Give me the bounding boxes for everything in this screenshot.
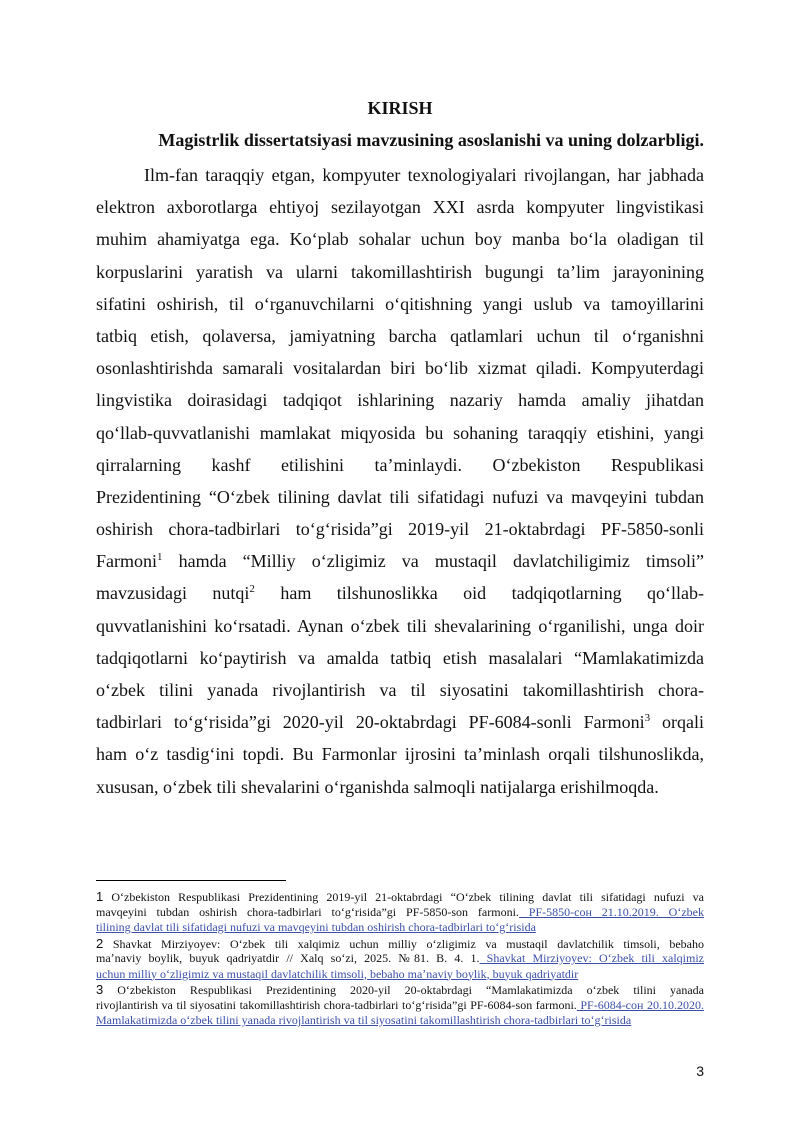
body-line: osonlashtirishda samarali vositalardan biri boʻlib xizmat qiladi. Kompyuterdagi (96, 358, 704, 379)
footnote-number: 3 (96, 982, 104, 997)
footnote-link[interactable]: PF-6084-сон 20.10.2020. (576, 997, 705, 1012)
footnote-line (96, 998, 704, 1014)
footnote-number: 1 (96, 889, 104, 904)
footnote-link[interactable]: PF-5850-сон 21.10.2019. Oʻzbek (518, 904, 704, 919)
body-line: oʻzbek tilini yanada rivojlantirish va til siyosatini takomillashtirish chora- (96, 680, 704, 700)
footnote-ref-2[interactable]: 2 (249, 583, 255, 596)
footnote-link[interactable]: uchun milliy oʻzligimiz va mustaqil davlatchilik timsoli, bebaho maʼnaviy boylik, buyuk qadriyatdir (96, 966, 579, 981)
body-line (96, 577, 704, 609)
body-line (96, 706, 704, 738)
body-line (96, 545, 704, 577)
body-line: tadqiqotlarni koʻpaytirish va amalda tatbiq etish masalalari “Mamlakatimizda (96, 647, 704, 668)
footnote-text: rivojlantirish va til siyosatini takomillashtirish chora-tadbirlari toʻgʻrisida”gi PF-6084-son farmoni. (96, 997, 577, 1012)
body-text-fragment: tadbirlari toʻgʻrisida”gi 2020-yil 20-oktabrdagi PF-6084-sonli Farmoni (96, 712, 645, 733)
footnote-link[interactable]: tilining davlat tili sifatidagi nufuzi va mavqeyini tubdan oshirish chora-tadbirlari toʻgʻrisida (96, 920, 536, 934)
body-text-fragment: Farmoni (96, 551, 157, 572)
footnote-separator (96, 880, 286, 881)
body-line: Ilm-fan taraqqiy etgan, kompyuter texnologiyalari rivojlangan, har jabhada (144, 165, 704, 185)
body-text-fragment: ham tilshunoslikka oid tadqiqotlarning qoʻllab- (254, 583, 704, 604)
body-line: elektron axborotlarga ehtiyoj sezilayotgan XXI asrda kompyuter lingvistikasi (96, 197, 704, 218)
footnote-line (96, 982, 704, 998)
body-line: sifatini oshirish, til oʻrganuvchilarni oʻqitishning yangi uslub va tamoyillarini (96, 293, 704, 314)
footnote-line (96, 951, 704, 967)
body-line: muhim ahamiyatga ega. Koʻplab sohalar uchun boy manba boʻla oladigan til (96, 229, 704, 250)
footnote-2 (96, 936, 704, 983)
footnote-line (96, 905, 704, 921)
body-line: lingvistika doirasidagi tadqiqot ishlarining nazariy hamda amaliy jihatdan (96, 390, 704, 411)
page-number: 3 (696, 1063, 704, 1079)
body-text-fragment: mavzusidagi nutqi (96, 583, 250, 604)
footnote-link[interactable]: Mamlakatimizda oʻzbek tilini yanada rivojlantirish va til siyosatini takomillashtirish chora-tadbirlari toʻgʻrisida (96, 1013, 632, 1027)
footnote-line (96, 1013, 704, 1029)
footnote-text: Shavkat Mirziyoyev: Oʻzbek tili xalqimiz uchun milliy oʻzligimiz va mustaqil davlatchilik timsoli, bebaho (103, 936, 704, 951)
footnote-1 (96, 889, 704, 936)
footnotes (96, 889, 704, 1029)
footnote-number: 2 (96, 935, 104, 951)
section-heading: KIRISH (367, 98, 433, 118)
body-line: tatbiq etish, qolaversa, jamiyatning barcha qatlamlari uchun til oʻrganishni (96, 325, 704, 346)
footnote-text: maʼnaviy boylik, buyuk qadriyatdir // Xalq soʻzi, 2025. №81. B. 4. 1. (96, 951, 480, 965)
footnote-link[interactable]: Shavkat Mirziyoyev: Oʻzbek tili xalqimiz (479, 951, 704, 965)
section-subheading: Magistrlik dissertatsiyasi mavzusining asoslanishi va uning dolzarbligi. (158, 130, 704, 150)
footnote-line (96, 889, 704, 905)
body-text-fragment: hamda “Milliy oʻzligimiz va mustaqil davlatchiligimiz timsoli” (162, 551, 704, 572)
footnote-text: Oʻzbekiston Respublikasi Prezidentining 2020-yil 20-oktabrdagi “Mamlakatimizda oʻzbek tilini yanada (103, 983, 704, 997)
footnote-text: Oʻzbekiston Respublikasi Prezidentining 2019-yil 21-oktabrdagi “Oʻzbek tilining davlat tili sifatidagi nufuzi va (103, 890, 704, 904)
body-line: quvvatlanishini koʻrsatadi. Aynan oʻzbek tili shevalarining oʻrganilishi, unga doir (96, 615, 704, 636)
body-line: korpuslarini yaratish va ularni takomillashtirish bugungi taʼlim jarayonining (96, 261, 704, 282)
footnote-ref-1[interactable]: 1 (157, 551, 163, 564)
body-line: qoʻllab-quvvatlanishi mamlakat miqyosida bu sohaning taraqqiy etishini, yangi (96, 422, 704, 443)
body-line: qirralarning kashf etilishini taʼminlaydi. Oʻzbekiston Respublikasi (96, 454, 704, 475)
footnote-line (96, 936, 704, 952)
body-line: ham oʻz tasdigʻini topdi. Bu Farmonlar ijrosini taʼminlash orqali tilshunoslikda, (96, 744, 704, 765)
body-line: oshirish chora-tadbirlari toʻgʻrisida”gi 2019-yil 21-oktabrdagi PF-5850-sonli (96, 519, 704, 540)
body-line: Prezidentining “Oʻzbek tilining davlat tili sifatidagi nufuzi va mavqeyini tubdan (96, 486, 704, 507)
body-paragraph (96, 159, 704, 803)
footnote-line (96, 967, 704, 983)
footnote-3 (96, 982, 704, 1029)
body-text-fragment: orqali (650, 712, 704, 733)
footnote-ref-3[interactable]: 3 (644, 712, 651, 725)
footnote-text: mavqeyini tubdan oshirish chora-tadbirlari toʻgʻrisida”gi PF-5850-son farmoni. (96, 904, 519, 919)
footnote-line (96, 920, 704, 936)
body-line: xususan, oʻzbek tili shevalarini oʻrganishda salmoqli natijalarga erishilmoqda. (96, 776, 659, 797)
